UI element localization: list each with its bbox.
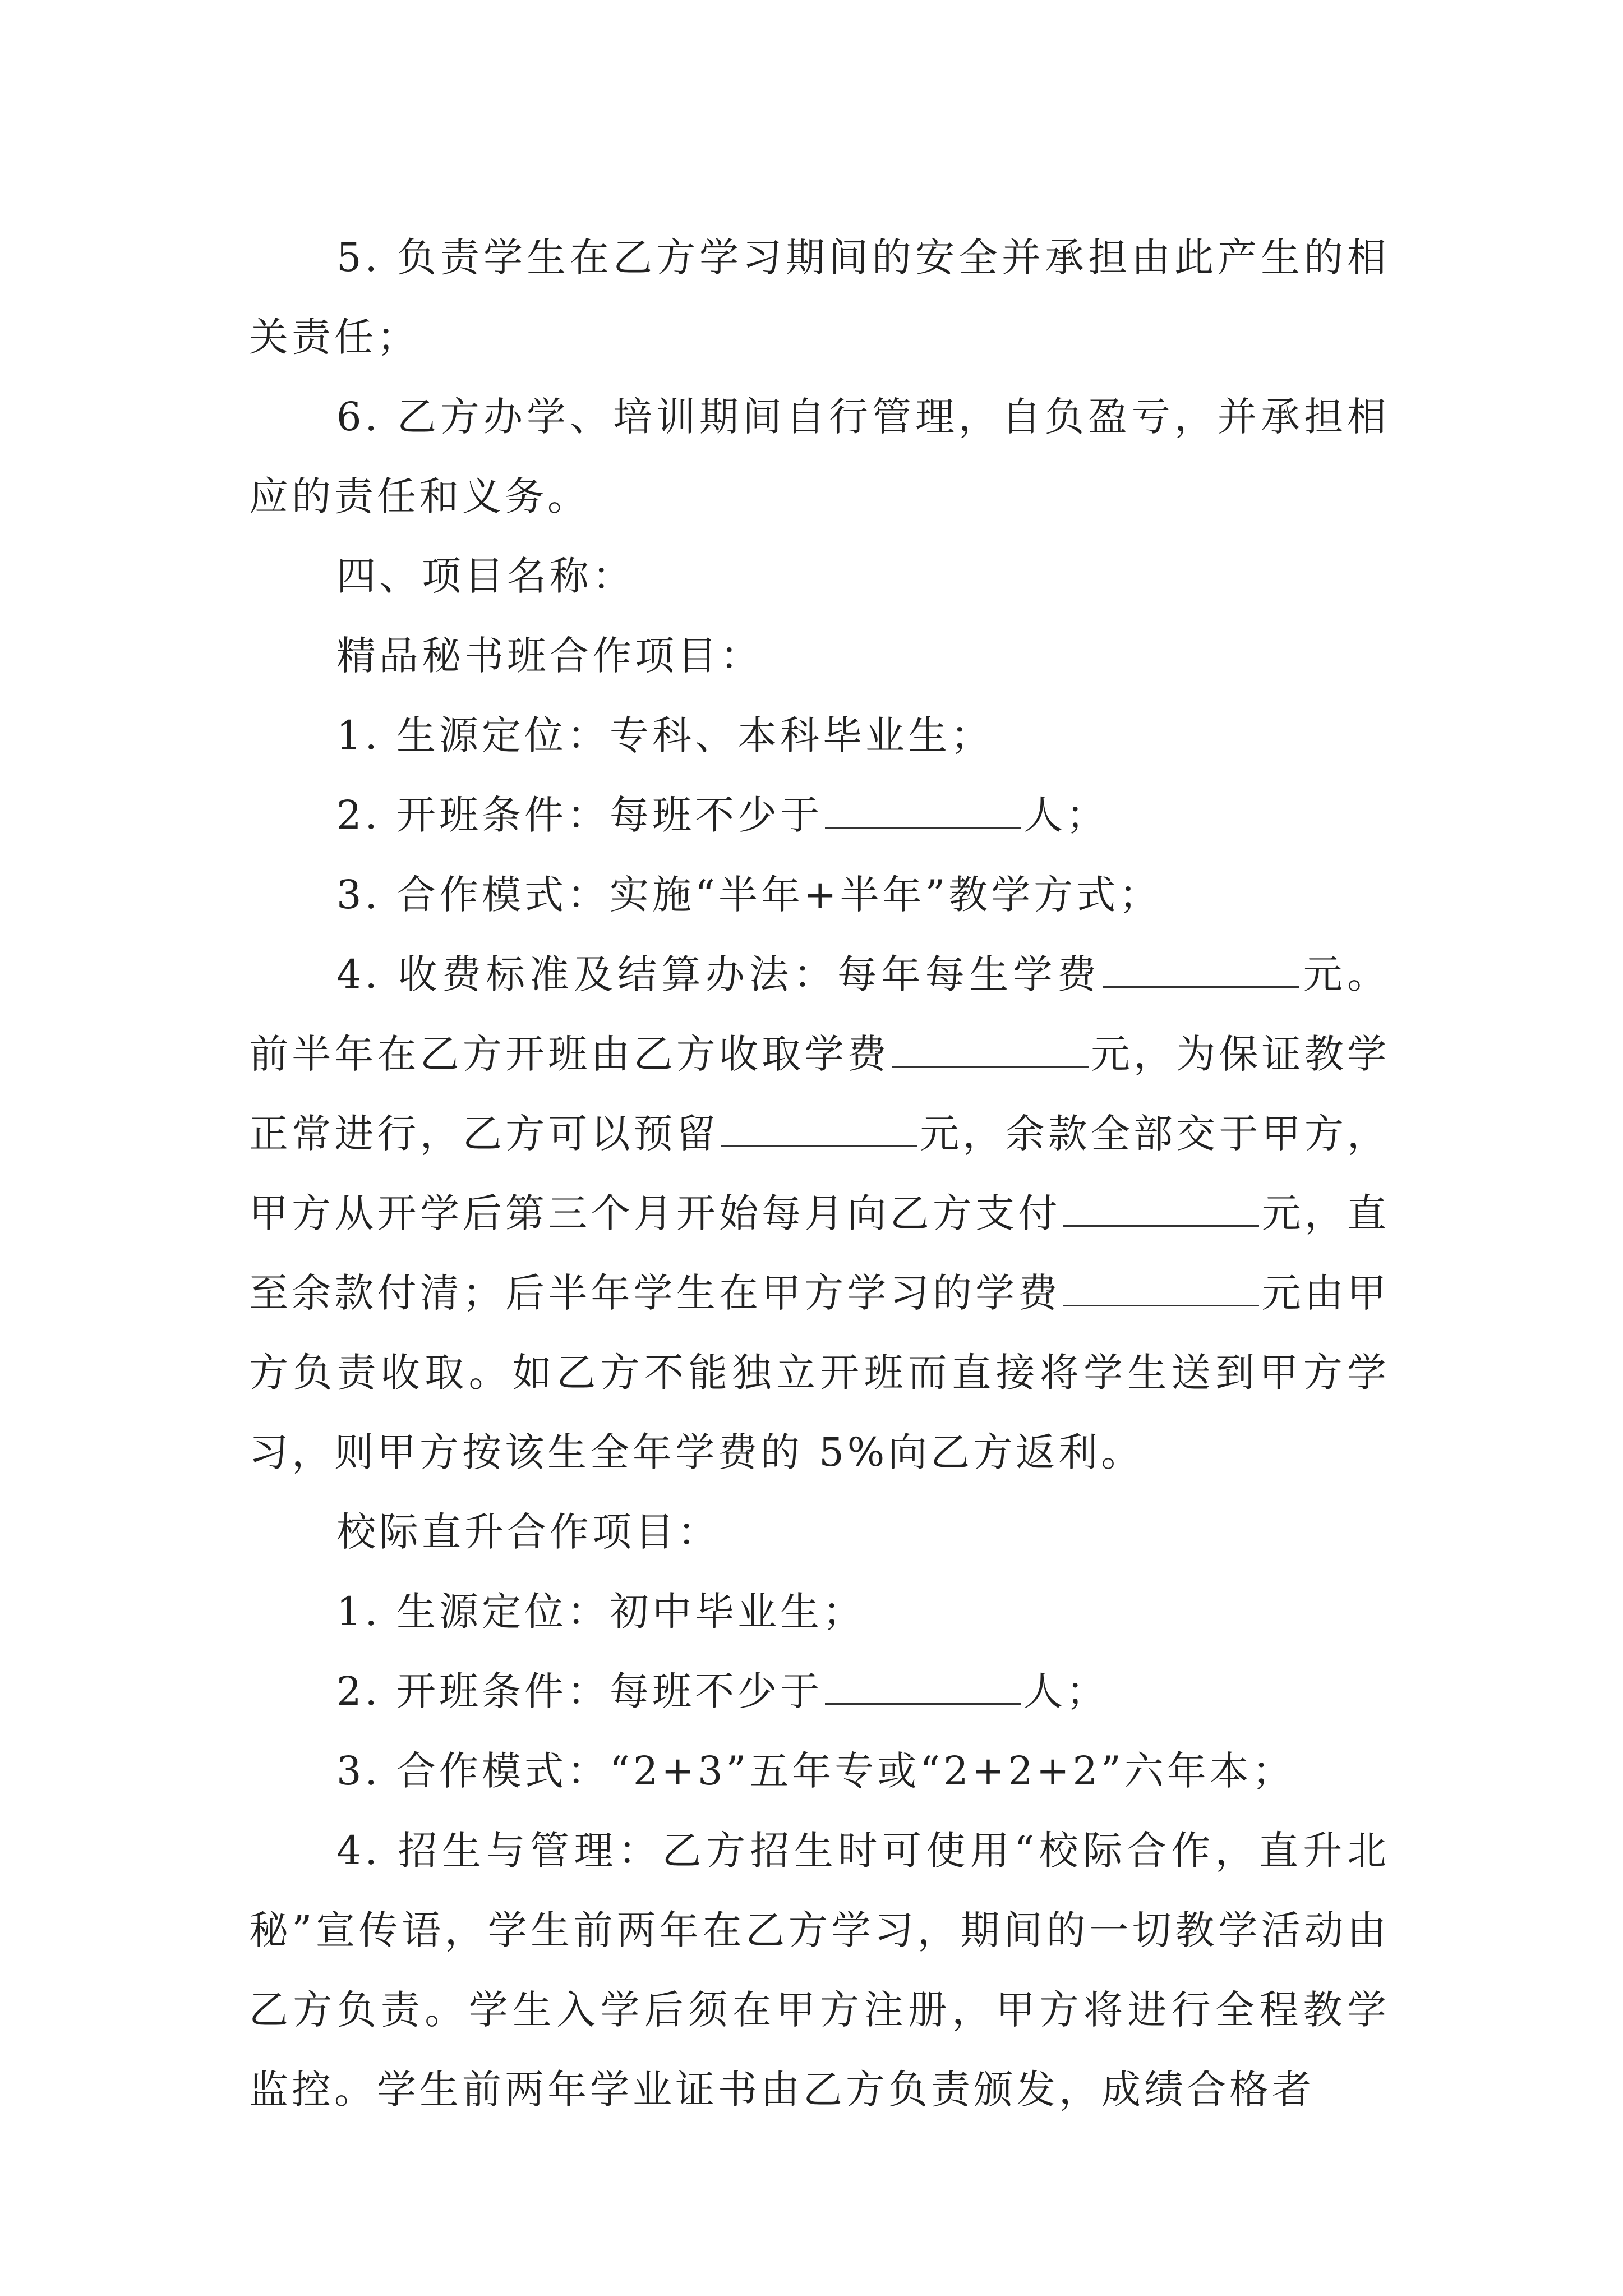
clause-item-6 (249, 377, 1390, 536)
project-2-item-4-text: 4. 招生与管理：乙方招生时可使用“校际合作，直升北秘”宣传语，学生前两年在乙方学习，期间的一切教学活动由乙方负责。学生入学后须在甲方注册，甲方将进行全程教学监控。学生前两年学业证书由乙方负责颁发，成绩合格者 (249, 1828, 1390, 2113)
fill-in-blank (825, 788, 1021, 829)
project-2-item-1-text: 1. 生源定位：初中毕业生； (336, 1589, 866, 1635)
fill-in-blank (721, 1106, 917, 1147)
fill-in-blank (1063, 1186, 1259, 1227)
project-1-item-4-part-4: 元，余款全部交于甲方，甲方从开学后第三个月开始每月向乙方支付 (249, 1111, 1390, 1236)
project-1-item-2-suffix: 人； (1023, 792, 1109, 838)
project-1-heading-text: 精品秘书班合作项目： (336, 633, 763, 679)
project-1-item-2-prefix: 2. 开班条件：每班不少于 (336, 792, 823, 838)
section-4-heading (249, 536, 1390, 616)
project-1-item-1-text: 1. 生源定位：专科、本科毕业生； (336, 712, 994, 758)
project-2-heading-text: 校际直升合作项目： (336, 1509, 720, 1555)
fill-in-blank (1103, 947, 1299, 988)
project-2-heading (249, 1492, 1390, 1572)
project-1-item-3 (249, 855, 1390, 935)
fill-in-blank (1063, 1266, 1259, 1306)
project-1-heading (249, 616, 1390, 696)
project-2-item-2-suffix: 人； (1023, 1668, 1109, 1714)
project-1-item-1 (249, 696, 1390, 775)
project-2-item-2 (249, 1651, 1390, 1731)
project-1-item-4 (249, 935, 1390, 1492)
project-1-item-4-part-1: 4. 收费标准及结算办法：每年每生学费 (336, 951, 1101, 997)
project-2-item-3-text: 3. 合作模式：“2+3”五年专或“2+2+2”六年本； (336, 1748, 1295, 1794)
project-2-item-3 (249, 1731, 1390, 1811)
project-1-item-4-part-2: 元。前半年在乙方开班由乙方收取学费 (249, 951, 1390, 1077)
clause-item-5 (249, 218, 1390, 377)
project-2-item-4 (249, 1811, 1390, 2129)
fill-in-blank (825, 1664, 1021, 1705)
project-1-item-4-part-5: 元，直至余款付清；后半年学生在甲方学习的学费 (249, 1190, 1390, 1316)
project-1-item-3-text: 3. 合作模式：实施“半年+半年”教学方式； (336, 872, 1162, 918)
clause-item-5-text: 5. 负责学生在乙方学习期间的安全并承担由此产生的相关责任； (249, 234, 1390, 360)
project-1-item-4-part-6: 元由甲方负责收取。如乙方不能独立开班而直接将学生送到甲方学习，则甲方按该生全年学费的 5%向乙方返利。 (249, 1270, 1390, 1475)
project-1-item-4-part-3: 元，为保证教学正常进行，乙方可以预留 (249, 1031, 1390, 1157)
project-2-item-2-prefix: 2. 开班条件：每班不少于 (336, 1668, 823, 1714)
section-4-heading-text: 四、项目名称： (336, 553, 635, 599)
clause-item-6-text: 6. 乙方办学、培训期间自行管理，自负盈亏，并承担相应的责任和义务。 (249, 394, 1390, 519)
fill-in-blank (892, 1027, 1089, 1068)
document-body (249, 218, 1390, 2129)
project-1-item-2 (249, 775, 1390, 855)
project-2-item-1 (249, 1572, 1390, 1651)
